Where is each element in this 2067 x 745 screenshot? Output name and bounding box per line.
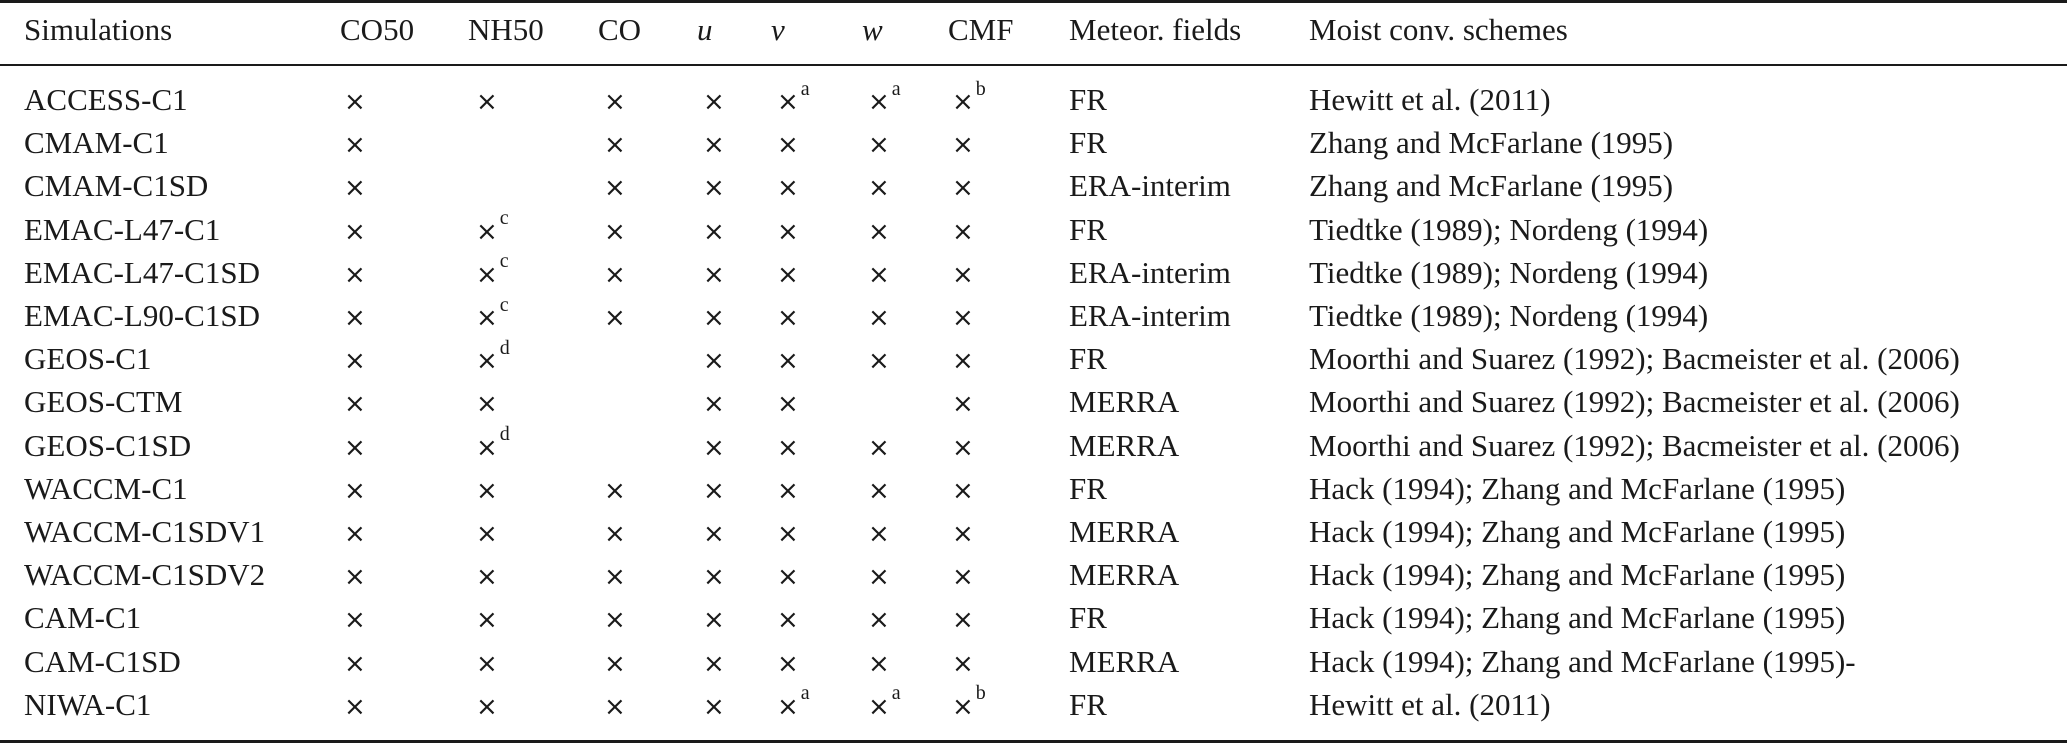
- cross-mark-icon: ×: [604, 259, 626, 290]
- cross-mark: [868, 339, 890, 381]
- cross-mark: [604, 210, 626, 252]
- footnote-marker: b: [975, 77, 986, 100]
- moist-conv-schemes-value: Hack (1994); Zhang and McFarlane (1995): [1309, 600, 1846, 636]
- cross-mark: [703, 339, 725, 381]
- header-rule: [0, 64, 2067, 66]
- meteor-fields-value: ERA-interim: [1069, 254, 1231, 290]
- cross-mark-icon: ×: [703, 691, 725, 722]
- cross-mark-icon: ×: [476, 475, 498, 506]
- cross-mark-icon: ×: [703, 475, 725, 506]
- cross-mark: [476, 80, 498, 122]
- cross-mark-icon: ×: [344, 87, 366, 117]
- cross-mark: [476, 336, 510, 381]
- cross-mark: [344, 123, 366, 165]
- cross-mark-icon: ×: [952, 519, 974, 549]
- cross-mark: [344, 382, 366, 424]
- footnote-marker: d: [499, 423, 510, 446]
- simulation-name: CMAM-C1: [24, 125, 169, 161]
- cross-mark: [952, 166, 974, 208]
- cross-mark: [703, 382, 725, 424]
- cross-mark: [604, 685, 626, 727]
- cross-mark-icon: ×: [604, 130, 626, 161]
- cross-mark-icon: ×: [777, 605, 799, 636]
- cross-mark: [952, 469, 974, 511]
- cross-mark-icon: ×: [777, 87, 799, 117]
- cross-mark-icon: ×: [703, 303, 725, 333]
- cross-mark: [777, 512, 799, 554]
- moist-conv-schemes-value: Moorthi and Suarez (1992); Bacmeister et al. (2006): [1309, 427, 1960, 463]
- cross-mark: [952, 339, 974, 381]
- cross-mark-icon: ×: [703, 562, 725, 593]
- cross-mark: [868, 555, 890, 597]
- col-u-header: u: [697, 12, 713, 47]
- cross-mark-icon: ×: [604, 605, 626, 636]
- cross-mark-icon: ×: [777, 389, 799, 420]
- cross-mark: [476, 423, 510, 468]
- cross-mark-icon: ×: [777, 130, 799, 161]
- cross-mark-icon: ×: [476, 259, 498, 290]
- cross-mark: [777, 339, 799, 381]
- cross-mark-icon: ×: [868, 259, 890, 290]
- cross-mark-icon: ×: [868, 475, 890, 506]
- cross-mark: [868, 210, 890, 252]
- cross-mark: [604, 123, 626, 165]
- cross-mark-icon: ×: [604, 562, 626, 593]
- cross-mark-icon: ×: [344, 259, 366, 290]
- cross-mark: [344, 469, 366, 511]
- col-moist-conv-schemes-header: Moist conv. schemes: [1309, 12, 1568, 47]
- cross-mark: [777, 210, 799, 252]
- cross-mark-icon: ×: [344, 562, 366, 593]
- cross-mark-icon: ×: [777, 475, 799, 506]
- cross-mark: [868, 426, 890, 468]
- cross-mark: [777, 642, 799, 684]
- bottom-rule: [0, 740, 2067, 743]
- top-rule: [0, 0, 2067, 3]
- cross-mark: [476, 642, 498, 684]
- cross-mark: [952, 296, 974, 338]
- cross-mark-icon: ×: [868, 346, 890, 377]
- cross-mark: [868, 469, 890, 511]
- cross-mark-icon: ×: [703, 648, 725, 679]
- cross-mark: [604, 253, 626, 295]
- meteor-fields-value: FR: [1069, 211, 1107, 247]
- cross-mark-icon: ×: [476, 346, 498, 377]
- simulation-name: CAM-C1: [24, 600, 142, 636]
- cross-mark-icon: ×: [703, 173, 725, 204]
- simulation-name: EMAC-L47-C1SD: [24, 254, 260, 290]
- cross-mark-icon: ×: [604, 519, 626, 549]
- col-cmf-header: CMF: [948, 12, 1014, 47]
- simulation-name: EMAC-L90-C1SD: [24, 298, 260, 333]
- meteor-fields-value: FR: [1069, 82, 1107, 117]
- cross-mark-icon: ×: [344, 389, 366, 420]
- cross-mark-icon: ×: [604, 691, 626, 722]
- cross-mark-icon: ×: [868, 130, 890, 161]
- cross-mark-icon: ×: [344, 519, 366, 549]
- cross-mark-icon: ×: [952, 562, 974, 593]
- cross-mark-icon: ×: [777, 648, 799, 679]
- meteor-fields-value: ERA-interim: [1069, 298, 1231, 333]
- cross-mark-icon: ×: [952, 216, 974, 247]
- cross-mark: [952, 512, 974, 554]
- cross-mark: [703, 210, 725, 252]
- moist-conv-schemes-value: Tiedtke (1989); Nordeng (1994): [1309, 298, 1709, 333]
- simulation-name: WACCM-C1: [24, 470, 188, 506]
- footnote-marker: a: [891, 682, 901, 705]
- footnote-marker: a: [800, 682, 810, 705]
- cross-mark-icon: ×: [604, 173, 626, 204]
- cross-mark: [703, 253, 725, 295]
- simulation-name: GEOS-C1SD: [24, 427, 192, 463]
- col-simulations-header: Simulations: [24, 12, 173, 47]
- cross-mark: [604, 642, 626, 684]
- cross-mark: [952, 426, 974, 468]
- cross-mark: [777, 123, 799, 165]
- simulation-name: CAM-C1SD: [24, 643, 181, 679]
- cross-mark: [344, 512, 366, 554]
- cross-mark: [344, 555, 366, 597]
- cross-mark-icon: ×: [344, 432, 366, 463]
- cross-mark-icon: ×: [777, 519, 799, 549]
- cross-mark-icon: ×: [476, 389, 498, 420]
- footnote-marker: c: [499, 293, 509, 316]
- cross-mark: [604, 296, 626, 338]
- cross-mark: [476, 293, 509, 338]
- cross-mark-icon: ×: [604, 87, 626, 117]
- moist-conv-schemes-value: Moorthi and Suarez (1992); Bacmeister et al. (2006): [1309, 341, 1960, 377]
- cross-mark-icon: ×: [476, 605, 498, 636]
- cross-mark: [604, 555, 626, 597]
- cross-mark: [344, 296, 366, 338]
- cross-mark-icon: ×: [604, 303, 626, 333]
- cross-mark: [952, 210, 974, 252]
- cross-mark-icon: ×: [777, 691, 799, 722]
- cross-mark-icon: ×: [703, 216, 725, 247]
- cross-mark: [703, 685, 725, 727]
- cross-mark: [868, 77, 901, 122]
- cross-mark-icon: ×: [344, 346, 366, 377]
- moist-conv-schemes-value: Hewitt et al. (2011): [1309, 82, 1551, 117]
- cross-mark-icon: ×: [868, 562, 890, 593]
- meteor-fields-value: MERRA: [1069, 427, 1180, 463]
- cross-mark-icon: ×: [777, 173, 799, 204]
- cross-mark-icon: ×: [777, 216, 799, 247]
- moist-conv-schemes-value: Hack (1994); Zhang and McFarlane (1995): [1309, 514, 1846, 549]
- moist-conv-schemes-value: Zhang and McFarlane (1995): [1309, 125, 1674, 161]
- cross-mark-icon: ×: [344, 173, 366, 204]
- cross-mark-icon: ×: [703, 130, 725, 161]
- moist-conv-schemes-value: Hack (1994); Zhang and McFarlane (1995): [1309, 470, 1846, 506]
- cross-mark-icon: ×: [703, 519, 725, 549]
- cross-mark: [703, 469, 725, 511]
- cross-mark: [868, 598, 890, 640]
- cross-mark-icon: ×: [952, 389, 974, 420]
- cross-mark-icon: ×: [952, 648, 974, 679]
- cross-mark-icon: ×: [868, 303, 890, 333]
- moist-conv-schemes-value: Moorthi and Suarez (1992); Bacmeister et al. (2006): [1309, 384, 1960, 420]
- cross-mark-icon: ×: [868, 87, 890, 117]
- simulation-name: WACCM-C1SDV2: [24, 557, 266, 593]
- cross-mark-icon: ×: [777, 432, 799, 463]
- cross-mark-icon: ×: [777, 346, 799, 377]
- cross-mark: [476, 382, 498, 424]
- cross-mark-icon: ×: [476, 87, 498, 117]
- moist-conv-schemes-value: Hack (1994); Zhang and McFarlane (1995): [1309, 557, 1846, 593]
- cross-mark-icon: ×: [703, 389, 725, 420]
- meteor-fields-value: MERRA: [1069, 557, 1180, 593]
- cross-mark-icon: ×: [476, 432, 498, 463]
- cross-mark: [868, 642, 890, 684]
- cross-mark-icon: ×: [868, 432, 890, 463]
- cross-mark-icon: ×: [868, 173, 890, 204]
- cross-mark: [952, 598, 974, 640]
- meteor-fields-value: MERRA: [1069, 384, 1180, 420]
- col-meteor-fields-header: Meteor. fields: [1069, 12, 1242, 47]
- cross-mark-icon: ×: [476, 562, 498, 593]
- cross-mark-icon: ×: [868, 605, 890, 636]
- meteor-fields-value: MERRA: [1069, 514, 1180, 549]
- cross-mark: [604, 80, 626, 122]
- meteor-fields-value: FR: [1069, 470, 1107, 506]
- footnote-marker: a: [800, 77, 810, 100]
- cross-mark: [952, 253, 974, 295]
- moist-conv-schemes-value: Hewitt et al. (2011): [1309, 686, 1551, 722]
- cross-mark: [777, 426, 799, 468]
- meteor-fields-value: FR: [1069, 686, 1107, 722]
- cross-mark: [703, 80, 725, 122]
- cross-mark: [777, 253, 799, 295]
- cross-mark: [777, 555, 799, 597]
- cross-mark: [344, 642, 366, 684]
- cross-mark: [952, 682, 986, 727]
- cross-mark-icon: ×: [604, 475, 626, 506]
- cross-mark: [777, 166, 799, 208]
- meteor-fields-value: FR: [1069, 341, 1107, 377]
- cross-mark: [868, 123, 890, 165]
- cross-mark: [344, 253, 366, 295]
- cross-mark: [868, 296, 890, 338]
- cross-mark: [476, 207, 509, 252]
- cross-mark-icon: ×: [344, 605, 366, 636]
- cross-mark-icon: ×: [344, 130, 366, 161]
- moist-conv-schemes-value: Hack (1994); Zhang and McFarlane (1995)-: [1309, 643, 1856, 679]
- cross-mark: [777, 598, 799, 640]
- cross-mark: [868, 253, 890, 295]
- cross-mark-icon: ×: [952, 173, 974, 204]
- cross-mark-icon: ×: [344, 691, 366, 722]
- col-co50-header: CO50: [340, 12, 415, 47]
- simulation-name: GEOS-C1: [24, 341, 152, 377]
- cross-mark: [344, 685, 366, 727]
- cross-mark: [952, 77, 986, 122]
- cross-mark-icon: ×: [777, 259, 799, 290]
- cross-mark-icon: ×: [952, 130, 974, 161]
- cross-mark: [604, 598, 626, 640]
- cross-mark-icon: ×: [344, 216, 366, 247]
- cross-mark: [344, 210, 366, 252]
- cross-mark-icon: ×: [344, 648, 366, 679]
- cross-mark-icon: ×: [952, 259, 974, 290]
- cross-mark-icon: ×: [868, 691, 890, 722]
- cross-mark: [703, 166, 725, 208]
- cross-mark-icon: ×: [604, 648, 626, 679]
- cross-mark: [777, 682, 810, 727]
- cross-mark-icon: ×: [703, 346, 725, 377]
- footnote-marker: a: [891, 77, 901, 100]
- cross-mark: [952, 382, 974, 424]
- cross-mark: [476, 250, 509, 295]
- moist-conv-schemes-value: Tiedtke (1989); Nordeng (1994): [1309, 254, 1709, 290]
- cross-mark: [703, 555, 725, 597]
- cross-mark: [777, 469, 799, 511]
- cross-mark: [868, 166, 890, 208]
- cross-mark: [703, 512, 725, 554]
- meteor-fields-value: FR: [1069, 125, 1107, 161]
- cross-mark: [344, 598, 366, 640]
- cross-mark-icon: ×: [703, 605, 725, 636]
- cross-mark-icon: ×: [868, 216, 890, 247]
- cross-mark-icon: ×: [344, 303, 366, 333]
- cross-mark: [777, 296, 799, 338]
- col-co-header: CO: [598, 12, 642, 47]
- cross-mark: [777, 382, 799, 424]
- cross-mark-icon: ×: [952, 303, 974, 333]
- footnote-marker: d: [499, 336, 510, 359]
- moist-conv-schemes-value: Tiedtke (1989); Nordeng (1994): [1309, 211, 1709, 247]
- cross-mark: [777, 77, 810, 122]
- cross-mark: [703, 123, 725, 165]
- cross-mark: [604, 469, 626, 511]
- moist-conv-schemes-value: Zhang and McFarlane (1995): [1309, 168, 1674, 204]
- simulation-name: NIWA-C1: [24, 686, 152, 722]
- cross-mark-icon: ×: [952, 87, 974, 117]
- cross-mark: [344, 80, 366, 122]
- cross-mark: [868, 682, 901, 727]
- simulation-name: CMAM-C1SD: [24, 168, 209, 204]
- cross-mark: [344, 426, 366, 468]
- cross-mark-icon: ×: [952, 346, 974, 377]
- cross-mark: [868, 512, 890, 554]
- meteor-fields-value: MERRA: [1069, 643, 1180, 679]
- cross-mark-icon: ×: [952, 605, 974, 636]
- cross-mark-icon: ×: [868, 648, 890, 679]
- cross-mark-icon: ×: [476, 648, 498, 679]
- col-w-header: w: [862, 12, 883, 47]
- simulation-name: EMAC-L47-C1: [24, 211, 221, 247]
- cross-mark: [952, 555, 974, 597]
- cross-mark-icon: ×: [476, 216, 498, 247]
- cross-mark: [344, 339, 366, 381]
- meteor-fields-value: ERA-interim: [1069, 168, 1231, 204]
- cross-mark-icon: ×: [703, 432, 725, 463]
- footnote-marker: c: [499, 250, 509, 273]
- cross-mark-icon: ×: [777, 303, 799, 333]
- cross-mark-icon: ×: [604, 216, 626, 247]
- simulation-name: ACCESS-C1: [24, 82, 188, 117]
- cross-mark: [703, 426, 725, 468]
- cross-mark-icon: ×: [777, 562, 799, 593]
- cross-mark: [344, 166, 366, 208]
- cross-mark-icon: ×: [703, 259, 725, 290]
- cross-mark: [703, 296, 725, 338]
- cross-mark: [476, 512, 498, 554]
- footnote-marker: b: [975, 682, 986, 705]
- cross-mark-icon: ×: [868, 519, 890, 549]
- cross-mark-icon: ×: [476, 519, 498, 549]
- cross-mark-icon: ×: [476, 303, 498, 333]
- col-v-header: v: [771, 12, 785, 47]
- cross-mark: [952, 642, 974, 684]
- cross-mark-icon: ×: [952, 475, 974, 506]
- meteor-fields-value: FR: [1069, 600, 1107, 636]
- footnote-marker: c: [499, 207, 509, 230]
- cross-mark-icon: ×: [703, 87, 725, 117]
- cross-mark: [952, 123, 974, 165]
- simulation-name: WACCM-C1SDV1: [24, 514, 266, 549]
- cross-mark-icon: ×: [344, 475, 366, 506]
- cross-mark: [703, 598, 725, 640]
- cross-mark-icon: ×: [476, 691, 498, 722]
- cross-mark: [476, 469, 498, 511]
- cross-mark: [703, 642, 725, 684]
- cross-mark: [476, 555, 498, 597]
- simulation-name: GEOS-CTM: [24, 384, 183, 420]
- col-nh50-header: NH50: [468, 12, 544, 47]
- cross-mark: [604, 512, 626, 554]
- cross-mark-icon: ×: [952, 691, 974, 722]
- cross-mark: [476, 685, 498, 727]
- cross-mark: [604, 166, 626, 208]
- cross-mark-icon: ×: [952, 432, 974, 463]
- cross-mark: [476, 598, 498, 640]
